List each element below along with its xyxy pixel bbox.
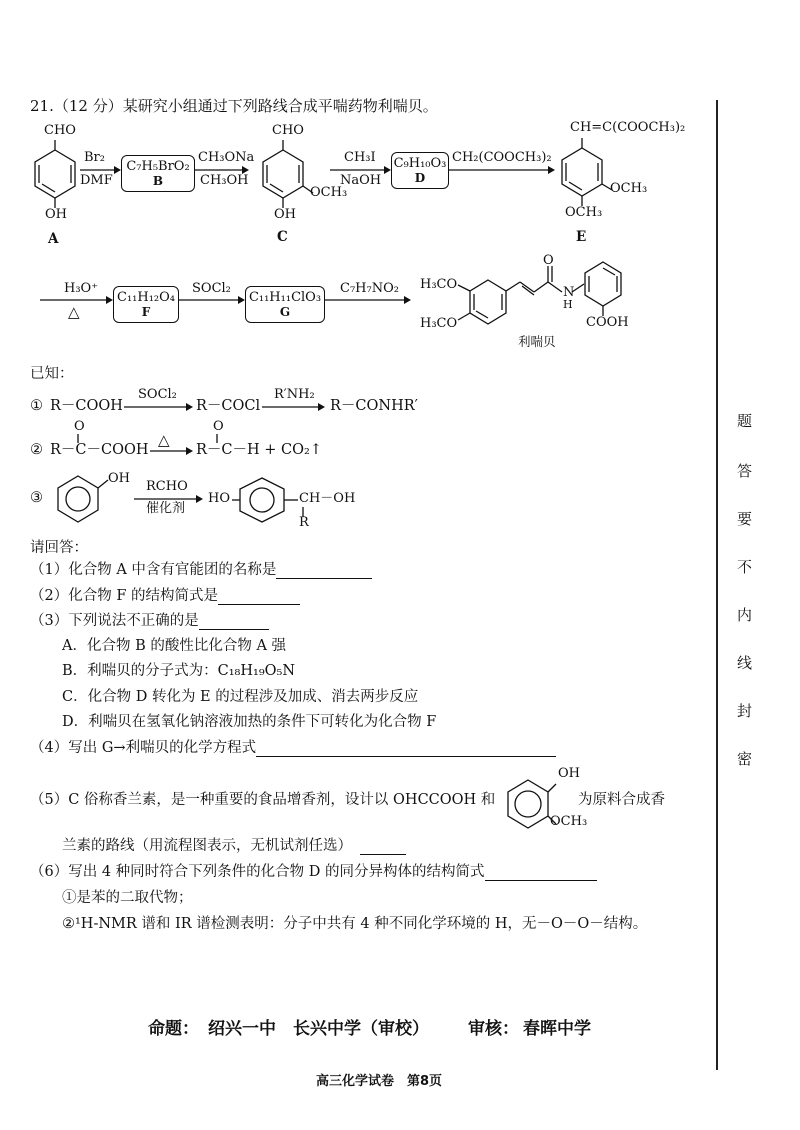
step3-reagent-top: CH₃I [344,150,376,165]
known-r3-number: ③ [30,490,43,506]
seal-char-2: 答 [737,462,753,480]
answer-blank-5[interactable] [360,840,406,855]
known-r2-lhs: R－C－COOH [50,442,149,458]
question-6-condition-2: ②¹H-NMR 谱和 IR 谱检测表明：分子中共有 4 种不同化学环境的 H，无－O－O－结构。 [62,916,648,932]
proposer-schools: 绍兴一中 长兴中学（审校） [208,1019,429,1039]
known-r1-reagent2: R′NH₂ [274,387,315,402]
question-3-text: （3）下列说法不正确的是 [30,613,199,629]
compound-b-label: B [152,174,164,188]
product-name: 利喘贝 [518,334,556,349]
known-r1-reagent1: SOCl₂ [138,387,177,402]
known-r3-r: R [299,515,309,530]
step7-reagent-top: C₇H₇NO₂ [340,281,399,296]
known-title: 已知： [30,366,74,382]
compound-f-formula: C₁₁H₁₂O₄ [117,290,175,305]
step6-reagent-top: SOCl₂ [192,281,231,296]
compound-g-box [245,286,325,323]
seal-char-8: 密 [737,750,753,768]
product-och3-2: H₃CO [420,316,458,331]
seal-char-1: 题 [737,412,753,430]
question-5-part3: 兰素的路线（用流程图表示，无机试剂任选） [62,838,352,854]
question-stem: 某研究小组通过下列路线合成平喘药物利喘贝。 [122,97,438,115]
compound-e-och3-para: OCH₃ [565,205,603,220]
question-6-text: （6）写出 4 种同时符合下列条件的化合物 D 的同分异构体的结构简式 [30,864,485,880]
product-och3-1: H₃CO [420,277,458,292]
compound-c-ring [263,140,313,208]
reviewer-label: 审核： [468,1019,519,1039]
compound-c-cho: CHO [272,123,304,138]
answer-blank-4[interactable] [256,742,556,757]
answer-blank-2[interactable] [218,590,300,605]
known-r3-rhs: CH－OH [299,491,356,506]
compound-c-label: C [277,229,288,245]
question-number: 21. [30,97,54,115]
known-r2-reagent: △ [158,431,170,449]
reviewer-school: 春晖中学 [523,1019,591,1039]
step3-reagent-bottom: NaOH [340,173,382,188]
compound-e-ring [562,138,612,206]
question-points: （12 分） [53,97,123,115]
question-2 [30,588,300,605]
known-r1-lhs: R－COOH [50,398,123,414]
compound-b-formula: C₇H₅BrO₂ [126,159,190,174]
page-footer: 高三化学试卷 第8页 [316,1074,443,1089]
question-1 [30,562,372,579]
compound-a-label: A [48,231,59,247]
seal-char-5: 内 [737,606,753,624]
q3-option-c: C．化合物 D 转化为 E 的过程涉及加成、消去两步反应 [62,689,419,705]
product-amide-n: N [563,285,575,300]
compound-f-box [113,286,179,323]
question-5-part2: 为原料合成香 [578,792,665,808]
question-5-line2 [62,838,406,855]
compound-b-box [121,155,195,192]
known-r1-mid: R－COCl [196,398,261,414]
compound-e-och3-meta: OCH₃ [610,181,648,196]
known-r2-number: ② [30,442,43,458]
question-4-text: （4）写出 G→利喘贝的化学方程式 [30,740,257,756]
seal-line [716,100,718,1070]
seal-char-6: 线 [737,654,753,672]
q3-option-d: D．利喘贝在氢氧化钠溶液加热的条件下可转化为化合物 F [62,714,437,730]
compound-c-oh: OH [274,207,296,222]
answers-intro: 请回答： [30,540,88,556]
compound-g-label: G [279,305,291,319]
compound-e-substituent: CH=C(COOCH₃)₂ [570,120,686,135]
known-r3-reagent1: RCHO [146,479,188,494]
compound-f-label: F [141,305,151,319]
product-amide-h: H [563,298,573,311]
compound-a-cho: CHO [44,123,76,138]
step5-reagent-top: H₃O⁺ [64,281,99,296]
q3-option-a: A．化合物 B 的酸性比化合物 A 强 [62,638,287,654]
compound-a-ring [35,140,75,208]
known-r2-o2: O [213,419,224,434]
answer-blank-3[interactable] [199,615,269,630]
seal-char-3: 要 [737,510,753,528]
compound-d-box [391,152,449,189]
step1-reagent-bottom: DMF [80,173,113,188]
product-carbonyl-o: O [543,253,554,268]
question-2-text: （2）化合物 F 的结构简式是 [30,588,219,604]
seal-char-4: 不 [737,558,753,576]
step4-reagent-top: CH₂(COOCH₃)₂ [452,150,552,165]
known-r1-rhs: R－CONHR′ [330,398,418,414]
compound-e-label: E [576,229,587,245]
answer-blank-1[interactable] [276,564,372,579]
known-r2-o1: O [74,419,85,434]
question-6-condition-1: ①是苯的二取代物； [62,890,193,906]
q5-struct-oh: OH [558,766,580,781]
question-5-part1: （5）C 俗称香兰素，是一种重要的食品增香剂，设计以 OHCCOOH 和 [30,792,496,808]
step2-reagent-bottom: CH₃OH [200,173,249,188]
q5-struct-och3: OCH₃ [550,814,588,829]
question-1-text: （1）化合物 A 中含有官能团的名称是 [30,562,277,578]
known-r3-reagent2: 催化剂 [146,501,186,516]
compound-d-label: D [414,171,426,185]
seal-char-7: 封 [737,702,753,720]
compound-a-oh: OH [45,207,67,222]
known-r2-rhs: R－C－H + CO₂↑ [196,442,322,458]
question-4 [30,740,556,757]
q3-option-b: B．利喘贝的分子式为：C₁₈H₁₉O₅N [62,663,296,679]
compound-c-och3: OCH₃ [310,185,348,200]
question-3 [30,613,269,630]
compound-d-formula: C₉H₁₀O₃ [393,156,447,171]
question-6 [30,864,597,881]
compound-g-formula: C₁₁H₁₁ClO₃ [248,290,322,305]
product-cooh: COOH [586,315,629,330]
step5-reagent-bottom: △ [68,303,80,321]
known-r1-number: ① [30,398,43,414]
known-r3-oh: OH [108,471,130,486]
answer-blank-6[interactable] [485,866,597,881]
step2-reagent-top: CH₃ONa [198,150,255,165]
step1-reagent-top: Br₂ [84,150,105,165]
known-r3-ho: HO [208,491,230,506]
proposer-label: 命题： [148,1019,199,1039]
